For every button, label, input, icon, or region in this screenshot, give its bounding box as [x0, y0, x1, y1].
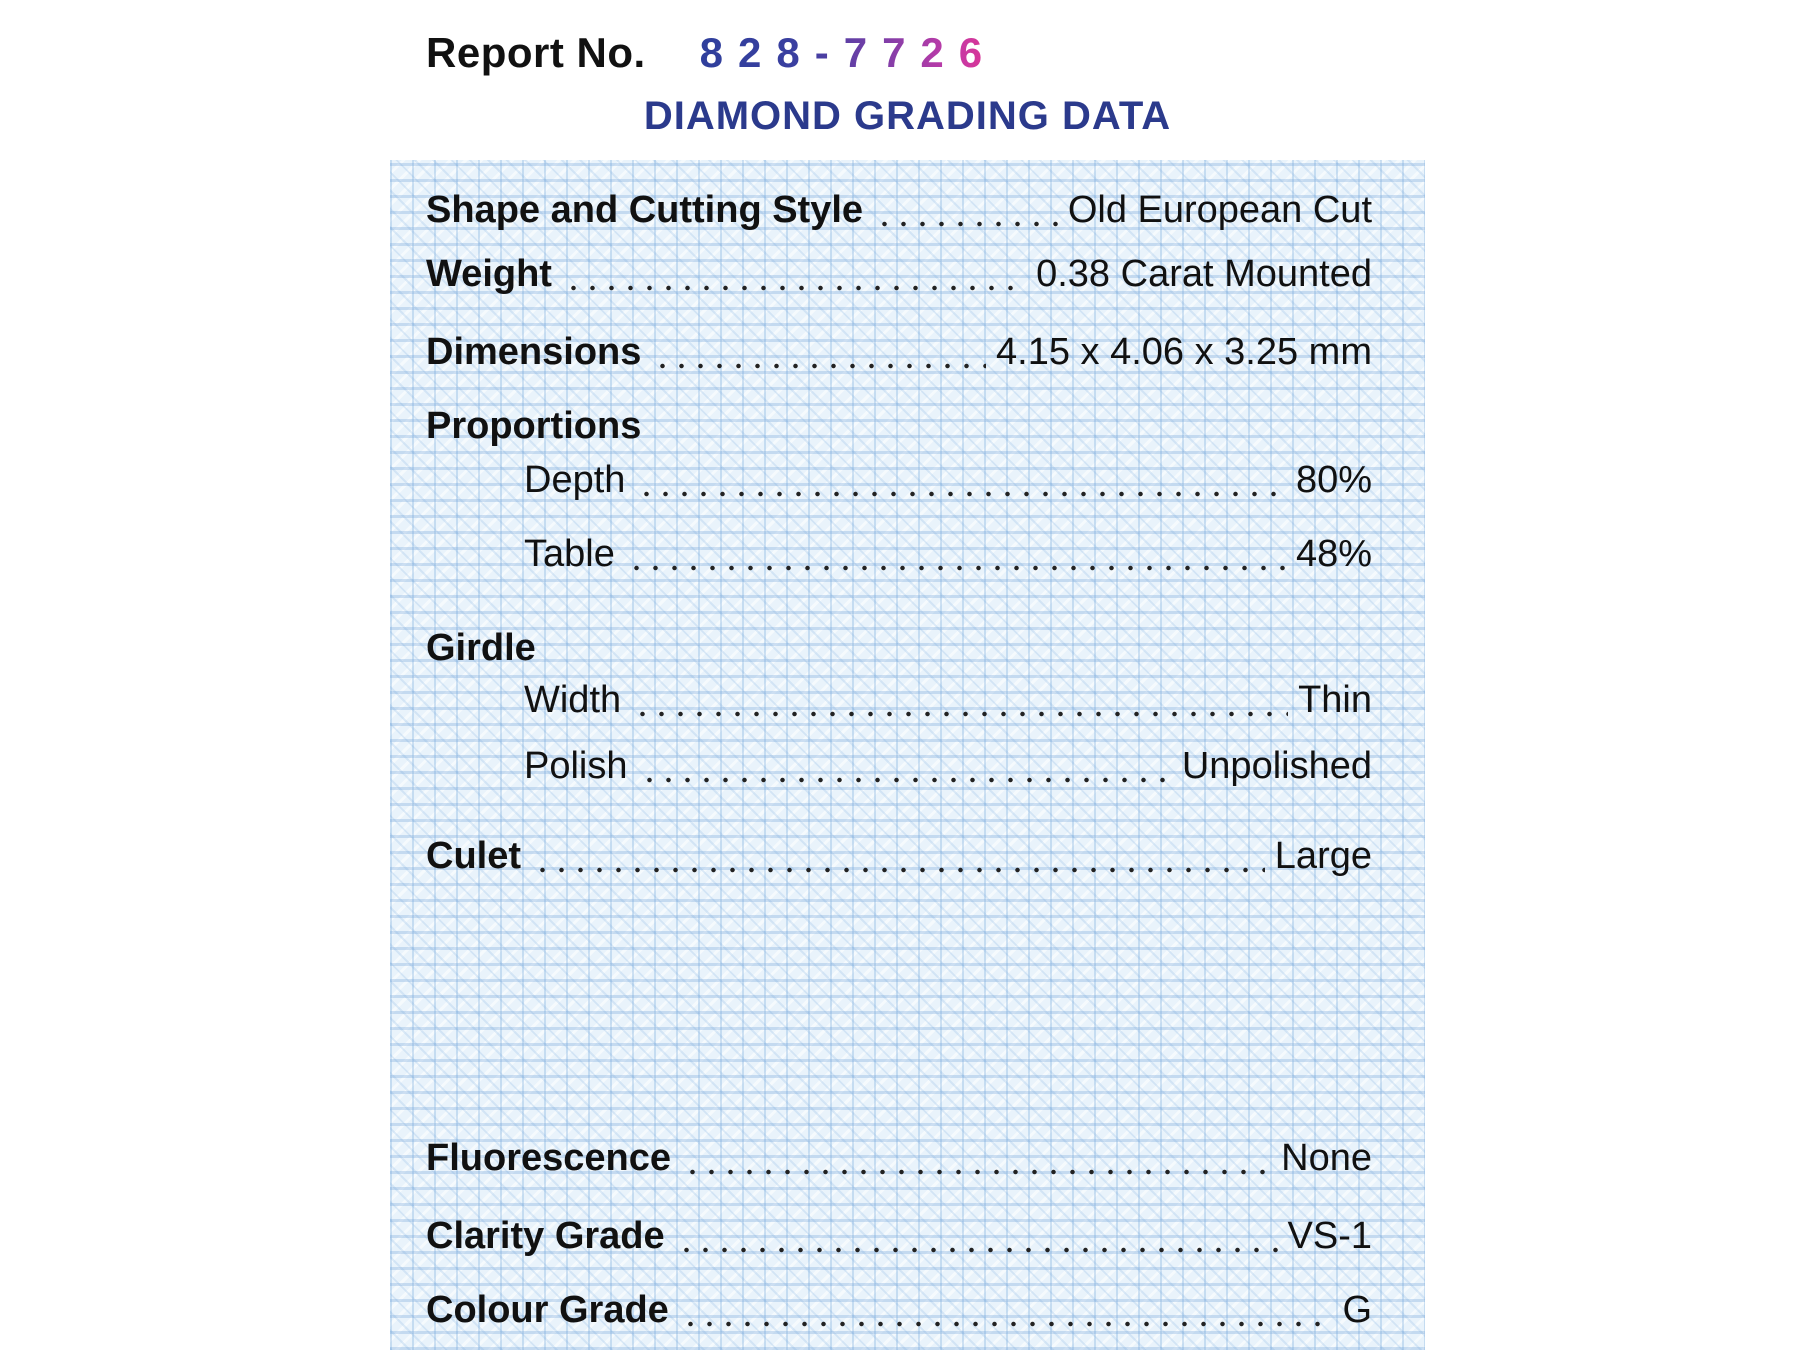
- field-dimensions: [426, 324, 1372, 376]
- field-weight: [426, 246, 1372, 298]
- field-label: Fluorescence: [426, 1137, 671, 1179]
- field-value: 0.38 Carat Mounted: [1036, 253, 1372, 295]
- dot-leader: [875, 188, 1058, 228]
- field-label: Weight: [426, 253, 552, 295]
- field-label: Dimensions: [426, 331, 642, 373]
- dot-leader: [677, 1214, 1278, 1254]
- report-number: 828-7726: [699, 29, 998, 76]
- field-value: Old European Cut: [1067, 189, 1372, 231]
- field-label: Width: [524, 679, 622, 721]
- dot-leader: [653, 330, 986, 370]
- section-heading-proportions: Proportions: [426, 405, 642, 447]
- field-fluorescence: [426, 1130, 1372, 1182]
- dot-leader: [533, 834, 1265, 874]
- field-value: 4.15 x 4.06 x 3.25 mm: [996, 331, 1372, 373]
- field-value: G: [1342, 1289, 1372, 1331]
- field-value: 48%: [1295, 533, 1372, 575]
- field-table: [426, 526, 1372, 578]
- section-heading-girdle: Girdle: [426, 627, 536, 669]
- field-depth: [426, 452, 1372, 504]
- dot-leader: [681, 1288, 1333, 1328]
- field-culet: [426, 828, 1372, 880]
- field-value: Unpolished: [1181, 745, 1372, 787]
- report-label: Report No.: [426, 29, 646, 76]
- dot-leader: [633, 678, 1288, 718]
- field-value: Large: [1274, 835, 1372, 877]
- field-value: 80%: [1295, 459, 1372, 501]
- dot-leader: [637, 458, 1286, 498]
- dot-leader: [640, 744, 1172, 784]
- field-label: Culet: [426, 835, 521, 877]
- field-label: Depth: [524, 459, 626, 501]
- field-label: Colour Grade: [426, 1289, 669, 1331]
- field-value: None: [1281, 1137, 1372, 1179]
- document-title: DIAMOND GRADING DATA: [643, 94, 1172, 138]
- report-number-line: [426, 18, 997, 88]
- field-label: Polish: [524, 745, 628, 787]
- dot-leader: [627, 532, 1286, 572]
- dot-leader: [683, 1136, 1271, 1176]
- field-value: VS-1: [1287, 1215, 1372, 1257]
- field-label: Clarity Grade: [426, 1215, 665, 1257]
- field-label: Shape and Cutting Style: [426, 189, 864, 231]
- field-label: Table: [524, 533, 615, 575]
- field-colour-grade: [426, 1282, 1372, 1334]
- field-girdle-width: [426, 672, 1372, 724]
- field-value: Thin: [1298, 679, 1372, 721]
- field-shape: [426, 182, 1372, 234]
- dot-leader: [564, 252, 1026, 292]
- field-girdle-polish: [426, 738, 1372, 790]
- field-clarity-grade: [426, 1208, 1372, 1260]
